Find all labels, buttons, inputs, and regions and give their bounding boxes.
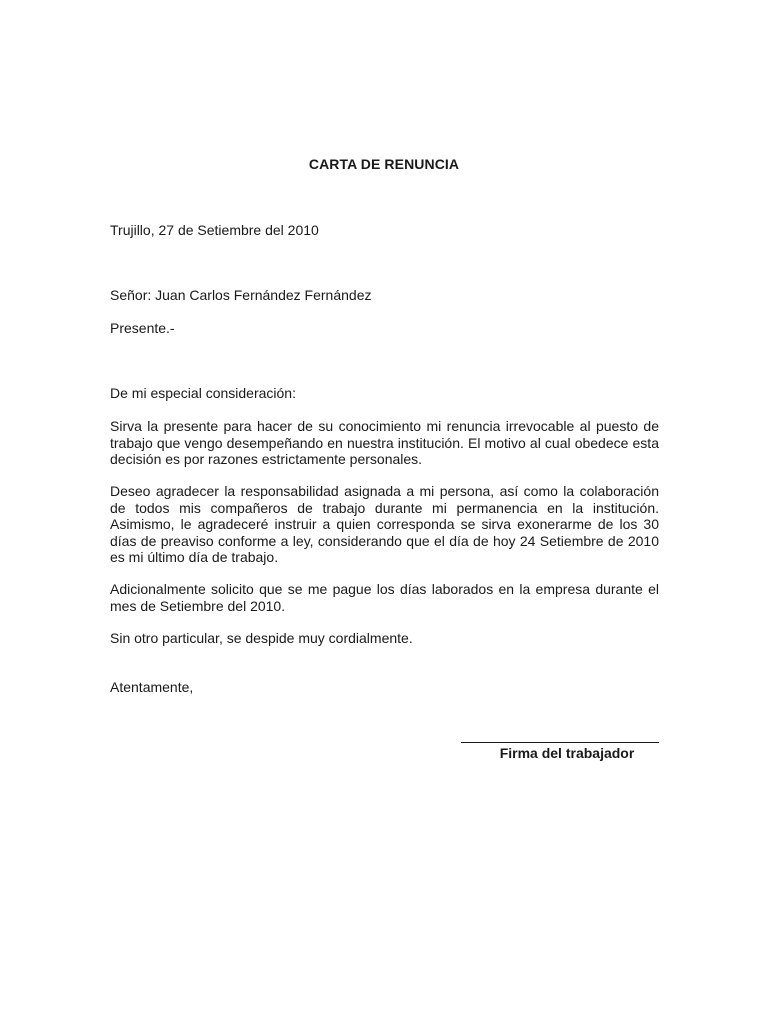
date-line: Trujillo, 27 de Setiembre del 2010 [110, 222, 319, 238]
paragraph-2: Deseo agradecer la responsabilidad asignada a mi persona, así como la colaboración de todos mis compañeros de trabajo durante mi permanencia en la institución. Asimismo, le agradeceré instruir a quien corresponda se sirva exonerarme de los 30 días de preaviso conforme a ley, considerando que el día de hoy 24 Setiembre de 2010 es mi último día de trabajo. [110, 483, 659, 565]
signature-line [461, 742, 659, 743]
signature-label: Firma del trabajador [499, 745, 635, 761]
paragraph-3: Adicionalmente solicito que se me pague los días laborados en la empresa durante el mes de Setiembre del 2010. [110, 581, 659, 614]
addressee-line: Señor: Juan Carlos Fernández Fernández [110, 287, 372, 303]
greeting-line: De mi especial consideración: [110, 385, 296, 401]
presente-line: Presente.- [110, 320, 175, 336]
letter-title: CARTA DE RENUNCIA [308, 156, 460, 172]
paragraph-4: Sin otro particular, se despide muy cordialmente. [110, 630, 413, 646]
closing-line: Atentamente, [110, 679, 194, 695]
paragraph-1: Sirva la presente para hacer de su conocimiento mi renuncia irrevocable al puesto de trabajo que vengo desempeñando en nuestra institución. El motivo al cual obedece esta decisión es por razones estrictamente personales. [110, 418, 659, 467]
